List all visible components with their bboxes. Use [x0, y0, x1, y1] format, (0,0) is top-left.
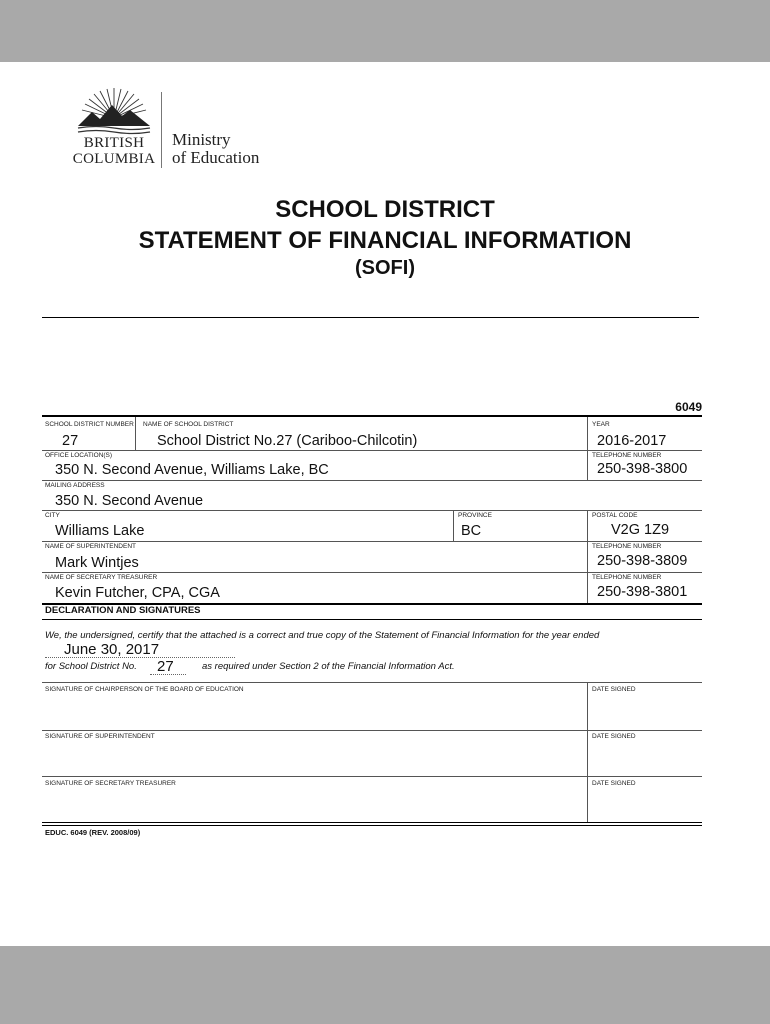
sig2-top-line: [42, 730, 702, 731]
row4-bottom-line: [42, 541, 702, 542]
sd-number-value: 27: [157, 658, 174, 675]
sig2-date-label: DATE SIGNED: [592, 733, 636, 740]
office-phone-label: TELEPHONE NUMBER: [592, 452, 662, 459]
district-name-value: School District No.27 (Cariboo-Chilcotin): [157, 433, 418, 449]
row5-divider: [587, 542, 588, 572]
year-value: 2016-2017: [597, 433, 667, 449]
row5-bottom-line: [42, 572, 702, 573]
year-label: YEAR: [592, 421, 610, 428]
sig3-divider: [587, 777, 588, 822]
superintendent-value: Mark Wintjes: [55, 555, 139, 571]
ministry-line1: Ministry: [172, 130, 231, 149]
bc-line2: COLUMBIA: [72, 151, 156, 167]
declaration-text: We, the undersigned, certify that the attached is a correct and true copy of the Statement of Financial Information for the year ended: [45, 630, 600, 641]
title-line1: SCHOOL DISTRICT: [275, 196, 495, 223]
superintendent-phone-label: TELEPHONE NUMBER: [592, 543, 662, 550]
form-top-rule: [42, 415, 702, 417]
title-line2: STATEMENT OF FINANCIAL INFORMATION: [138, 227, 632, 254]
row2-bottom-line: [42, 480, 702, 481]
act-text: as required under Section 2 of the Financial Information Act.: [202, 661, 455, 672]
sig3-top-line: [42, 776, 702, 777]
sig1-date-label: DATE SIGNED: [592, 686, 636, 693]
sig3-date-label: DATE SIGNED: [592, 780, 636, 787]
british-columbia-wordmark: [64, 135, 164, 167]
city-value: Williams Lake: [55, 523, 145, 539]
district-number-value: 27: [62, 433, 79, 449]
mailing-address-label: MAILING ADDRESS: [45, 482, 105, 489]
ministry-logo: [64, 88, 284, 174]
row2-divider: [587, 451, 588, 481]
form-number: 6049: [675, 400, 702, 414]
title-rule: [42, 317, 699, 318]
sd-number-line: [150, 674, 186, 675]
sig2-divider: [587, 731, 588, 776]
superintendent-label: NAME OF SUPERINTENDENT: [45, 543, 137, 550]
ministry-line2: of Education: [172, 148, 260, 167]
office-phone-value: 250-398-3800: [597, 461, 688, 477]
form-revision-footer: EDUC. 6049 (REV. 2008/09): [45, 828, 141, 837]
footer-rule-1: [42, 822, 702, 823]
bc-sun-mountain-emblem-icon: [76, 88, 152, 136]
year-ended-value: June 30, 2017: [64, 641, 160, 658]
declaration-heading: DECLARATION AND SIGNATURES: [45, 605, 201, 616]
title-line3: (SOFI): [355, 257, 415, 279]
bottom-gray-band: [0, 946, 770, 1024]
sig1-label: SIGNATURE OF CHAIRPERSON OF THE BOARD OF EDUCATION: [45, 686, 244, 693]
row4-divider-a: [453, 511, 454, 541]
row1-divider-a: [135, 417, 136, 451]
postal-code-label: POSTAL CODE: [592, 512, 638, 519]
province-label: PROVINCE: [458, 512, 492, 519]
sig1-divider: [587, 683, 588, 730]
office-location-value: 350 N. Second Avenue, Williams Lake, BC: [55, 462, 329, 478]
for-sd-label: for School District No.: [45, 661, 137, 672]
sig1-top-line: [42, 682, 702, 683]
province-value: BC: [461, 523, 482, 539]
declaration-rule: [42, 619, 702, 620]
postal-code-value: V2G 1Z9: [611, 522, 670, 538]
ministry-wordmark: [172, 131, 259, 167]
office-location-label: OFFICE LOCATION(S): [45, 452, 113, 459]
logo-divider: [161, 92, 162, 168]
row3-bottom-line: [42, 510, 702, 511]
secretary-treasurer-value: Kevin Futcher, CPA, CGA: [55, 585, 220, 601]
row1-bottom-line: [42, 450, 702, 451]
top-gray-band: [0, 0, 770, 62]
mailing-address-value: 350 N. Second Avenue: [55, 493, 204, 509]
city-label: CITY: [45, 512, 60, 519]
sig3-label: SIGNATURE OF SECRETARY TREASURER: [45, 780, 176, 787]
year-ended-line: [45, 657, 235, 658]
row1-divider-b: [587, 417, 588, 451]
row6-divider: [587, 573, 588, 603]
superintendent-phone-value: 250-398-3809: [597, 553, 688, 569]
district-name-label: NAME OF SCHOOL DISTRICT: [143, 421, 234, 428]
bc-line1: BRITISH: [83, 135, 145, 151]
secretary-phone-label: TELEPHONE NUMBER: [592, 574, 662, 581]
district-number-label: SCHOOL DISTRICT NUMBER: [45, 421, 134, 428]
secretary-treasurer-label: NAME OF SECRETARY TREASURER: [45, 574, 158, 581]
footer-rule-2: [42, 825, 702, 826]
secretary-phone-value: 250-398-3801: [597, 584, 688, 600]
row4-divider-b: [587, 511, 588, 541]
sig2-label: SIGNATURE OF SUPERINTENDENT: [45, 733, 155, 740]
